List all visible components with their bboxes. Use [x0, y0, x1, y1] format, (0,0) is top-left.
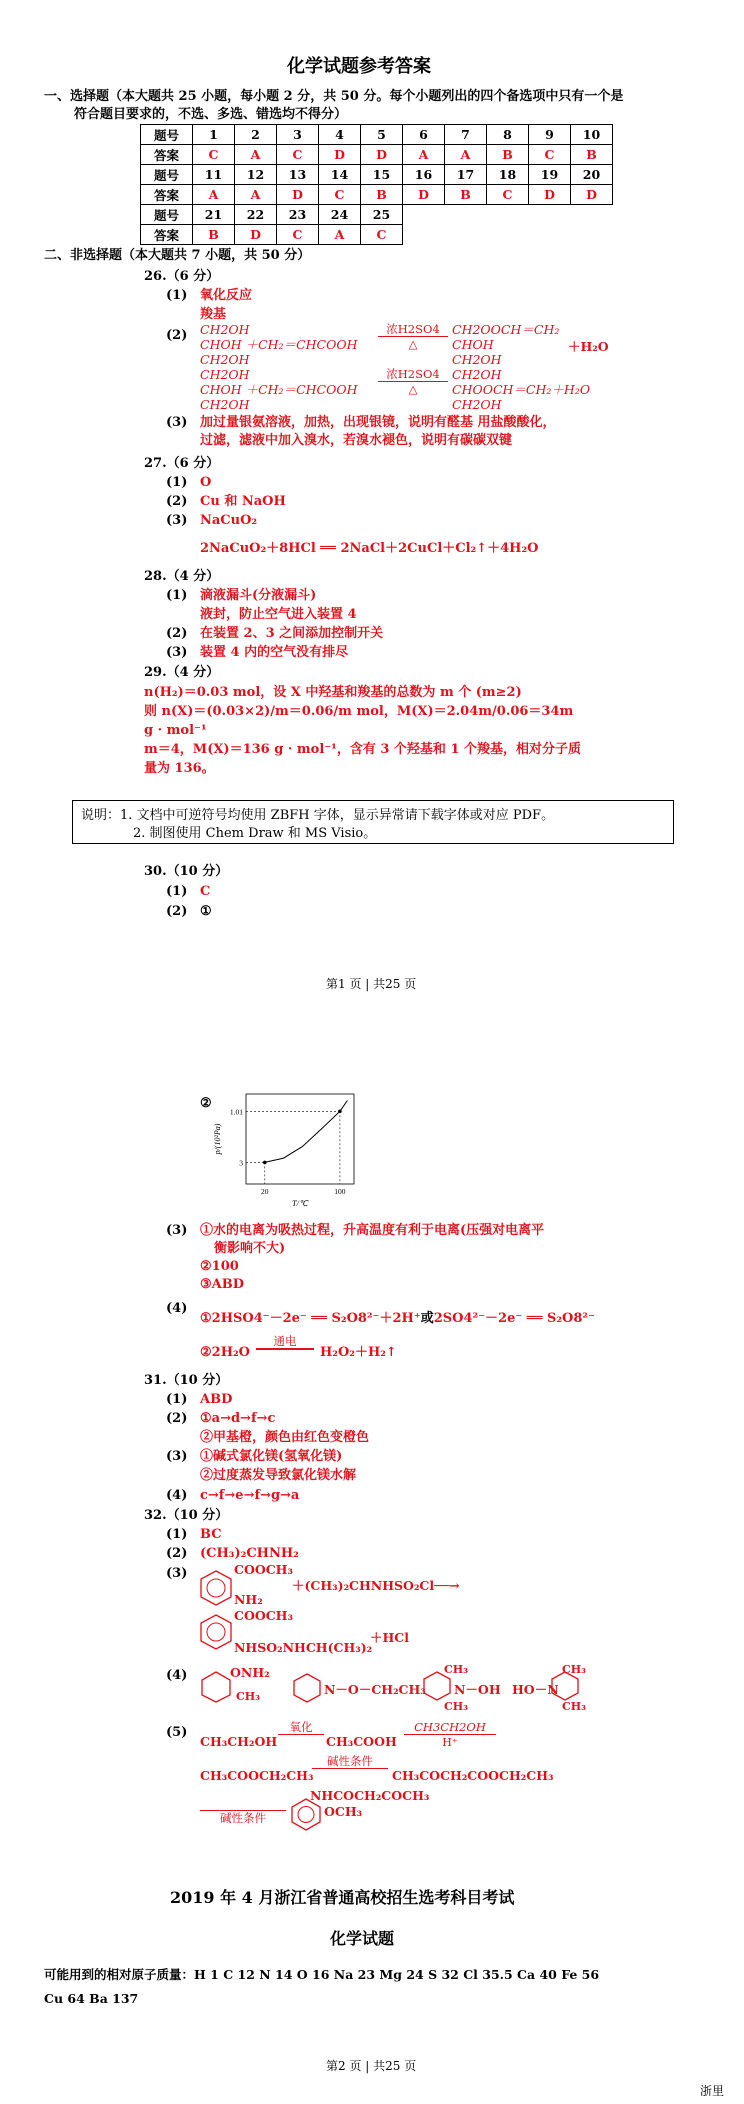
- q30-answer4c: ②2H₂O: [200, 1345, 251, 1360]
- q32-l1-cond: 氧化: [278, 1720, 324, 1735]
- q27-answer2: Cu 和 NaOH: [200, 494, 286, 509]
- atomic-masses-cont: Cu 64 Ba 137: [44, 1991, 139, 2006]
- q26-reaction1-reactant: CH2OH CHOH ＋CH₂＝CHCOOH CH2OH: [200, 322, 358, 367]
- q32-s3-mid: N－OH: [454, 1682, 501, 1697]
- q26-reaction2-condition: 浓H2SO4 △: [378, 367, 448, 396]
- q32-r1-substituent-bot: NH₂: [234, 1592, 263, 1607]
- q32-s1-top: ONH₂: [230, 1665, 270, 1680]
- oxane-ring-icon: [198, 1670, 234, 1704]
- q32-s3-top: CH₃: [444, 1663, 468, 1676]
- q30-answer3d: ③ABD: [200, 1277, 245, 1292]
- q30-answer1: C: [200, 884, 211, 899]
- q30-part2-label: (2): [166, 904, 188, 919]
- q32-l1-start: CH₃CH₂OH: [200, 1734, 278, 1749]
- q28-part3-label: (3): [166, 645, 188, 660]
- piperidine-ring-icon: [420, 1670, 454, 1702]
- q28-part1-label: (1): [166, 588, 188, 603]
- q32-part1-label: (1): [166, 1527, 188, 1542]
- q32-l2-start: CH₃COOCH₂CH₃: [200, 1768, 314, 1783]
- q31-answer3a: ①碱式氯化镁(氢氧化镁): [200, 1449, 343, 1464]
- table-row: 题号 11 12 13 14 15 16 17 18 19 20: [141, 165, 613, 185]
- q30-answer2: ①: [200, 904, 212, 919]
- q32-s4-mid: HO－N: [512, 1682, 559, 1697]
- corner-mark: 浙里: [700, 2084, 725, 2098]
- q32-l3-sub: OCH₃: [324, 1804, 363, 1819]
- chart-y-label: p/(10²Pa): [213, 1123, 222, 1155]
- q26-part1-label: (1): [166, 288, 188, 303]
- q26-reaction1-water: ＋H₂O: [568, 339, 609, 354]
- q30-answer3a: ①水的电离为吸热过程，升高温度有利于电离(压强对电离平: [200, 1223, 545, 1238]
- benzene-ring-icon: [198, 1568, 234, 1608]
- q26-part2-label: (2): [166, 328, 188, 343]
- note-line2: 2. 制图使用 Chem Draw 和 MS Visio。: [133, 826, 377, 841]
- q28-part2-label: (2): [166, 626, 188, 641]
- page2-footer: 第2 页 | 共25 页: [326, 2059, 417, 2073]
- q26-answer3b: 过滤，滤液中加入溴水，若溴水褪色，说明有碳碳双键: [200, 433, 513, 448]
- section1-heading-cont: 符合题目要求的，不选、多选、错选均不得分）: [74, 107, 348, 122]
- q32-r2-substituent-top: COOCH₃: [234, 1608, 293, 1623]
- q27-answer1: O: [200, 475, 212, 490]
- pressure-temperature-chart: [212, 1088, 362, 1212]
- q26-part3-label: (3): [166, 415, 188, 430]
- q27-heading: 27.（6 分）: [144, 456, 220, 471]
- q32-s4-bot: CH₃: [562, 1700, 586, 1713]
- page1-footer: 第1 页 | 共25 页: [326, 977, 417, 991]
- q32-l1-cond2: CH3CH2OH: [404, 1720, 496, 1735]
- q29-line5: 量为 136。: [144, 761, 215, 776]
- table-row: 答案 B D C A C: [141, 225, 613, 245]
- q27-part1-label: (1): [166, 475, 188, 490]
- q32-part3-label: (3): [166, 1566, 188, 1581]
- chart-frame: [246, 1094, 354, 1184]
- section2-heading: 二、非选择题（本大题共 7 小题，共 50 分）: [44, 248, 311, 263]
- q30-part1-label: (1): [166, 884, 188, 899]
- q26-answer3a: 加过量银氨溶液，加热，出现银镜，说明有醛基 用盐酸酸化，: [200, 415, 556, 430]
- q32-l3-cond: 碱性条件: [200, 1810, 286, 1825]
- answer-table: [140, 124, 613, 245]
- q31-part2-label: (2): [166, 1411, 188, 1426]
- section1-heading: 一、选择题（本大题共 25 小题，每小题 2 分，共 50 分。每个小题列出的四个备选项中只有一个是: [44, 89, 624, 104]
- page-title: 化学试题参考答案: [287, 56, 431, 77]
- piperidine-ring-icon: [548, 1670, 582, 1702]
- q26-reaction2-product: CH2OH CHOOCH＝CH₂＋H₂O CH2OH: [452, 367, 591, 412]
- chart-y-tick: 1.01: [229, 1107, 243, 1117]
- note-line1: 说明：1. 文档中可逆符号均使用 ZBFH 字体，显示异常请下载字体或对应 PDF。: [81, 808, 555, 823]
- q27-answer3: NaCuO₂: [200, 513, 258, 528]
- q31-part4-label: (4): [166, 1488, 188, 1503]
- q32-r2-substituent-bot: NHSO₂NHCH(CH₃)₂: [234, 1640, 373, 1655]
- q28-heading: 28.（4 分）: [144, 569, 220, 584]
- q32-l3-top: NHCOCH₂COCH₃: [310, 1788, 430, 1803]
- q31-answer3b: ②过度蒸发导致氯化镁水解: [200, 1468, 357, 1483]
- q31-answer2b: ②甲基橙，颜色由红色变橙色: [200, 1430, 370, 1445]
- q26-reaction1-product: CH2OOCH＝CH₂ CHOH CH2OH: [452, 322, 560, 367]
- table-row: 题号 21 22 23 24 25: [141, 205, 613, 225]
- chart-x-tick: 100: [334, 1187, 346, 1196]
- q32-r1-reagent: ＋(CH₃)₂CHNHSO₂Cl──→: [292, 1578, 460, 1593]
- q32-answer1: BC: [200, 1527, 222, 1542]
- q32-s4-top: CH₃: [562, 1663, 586, 1676]
- table-row: 答案 C A C D D A A B C B: [141, 145, 613, 165]
- q32-l2-product: CH₃COCH₂COOCH₂CH₃: [392, 1768, 554, 1783]
- q26-reaction1-condition: 浓H2SO4 △: [378, 322, 448, 351]
- q31-part1-label: (1): [166, 1392, 188, 1407]
- q32-s2: N－O－CH₂CH₃: [324, 1682, 426, 1697]
- morpholine-ring-icon: [290, 1672, 324, 1704]
- q29-heading: 29.（4 分）: [144, 665, 220, 680]
- chart-x-tick: 20: [261, 1187, 269, 1196]
- q29-line1: n(H₂)＝0.03 mol，设 X 中羟基和羧基的总数为 m 个 (m≥2): [144, 685, 522, 700]
- q31-part3-label: (3): [166, 1449, 188, 1464]
- note-box: [72, 800, 674, 844]
- q29-line4: m＝4，M(X)＝136 g · mol⁻¹，含有 3 个羟基和 1 个羧基，相对分子质: [144, 742, 582, 757]
- q31-answer4: c→f→e→f→g→a: [200, 1488, 300, 1503]
- q30-answer4c-product: H₂O₂＋H₂↑: [320, 1345, 397, 1360]
- exam-title: 2019 年 4 月浙江省普通高校招生选考科目考试: [170, 1888, 515, 1907]
- q32-l2-cond: 碱性条件: [312, 1754, 388, 1769]
- q32-s3-bot: CH₃: [444, 1700, 468, 1713]
- chart-x-label: T/℃: [292, 1199, 308, 1208]
- table-row: 答案 A A D C B D B C D D: [141, 185, 613, 205]
- q32-l1-cond3: H⁺: [442, 1736, 458, 1749]
- exam-subtitle: 化学试题: [330, 1929, 395, 1948]
- q31-answer1: ABD: [200, 1392, 233, 1407]
- benzene-ring-icon: [198, 1612, 234, 1652]
- q32-part2-label: (2): [166, 1546, 188, 1561]
- q30-heading: 30.（10 分）: [144, 864, 229, 879]
- q27-part3-label: (3): [166, 513, 188, 528]
- benzene-ring-icon: [288, 1796, 324, 1832]
- q28-answer2: 在装置 2、3 之间添加控制开关: [200, 626, 384, 641]
- q32-s1-bot: CH₃: [236, 1690, 260, 1703]
- q30-answer3c: ②100: [200, 1259, 239, 1274]
- q29-line2: 则 n(X)＝(0.03×2)/m＝0.06/m mol，M(X)＝2.04m/0.06＝34m: [144, 704, 574, 719]
- q31-answer2a: ①a→d→f→c: [200, 1411, 276, 1426]
- q27-equation: 2NaCuO₂＋8HCl ══ 2NaCl＋2CuCl＋Cl₂↑＋4H₂O: [200, 541, 539, 556]
- q26-answer1b: 羧基: [200, 307, 227, 322]
- table-row: 题号 1 2 3 4 5 6 7 8 9 10: [141, 125, 613, 145]
- q32-part4-label: (4): [166, 1668, 188, 1683]
- q28-answer1b: 液封，防止空气进入装置 4: [200, 607, 357, 622]
- q32-r2-byproduct: ＋HCl: [370, 1630, 410, 1645]
- q32-r1-substituent-top: COOCH₃: [234, 1562, 293, 1577]
- q30-answer4a: ①2HSO4⁻－2e⁻ ══ S₂O8²⁻＋2H⁺或2SO4²⁻－2e⁻ ══ S₂O8²⁻: [200, 1311, 595, 1326]
- q32-l1-mid: CH₃COOH: [326, 1734, 397, 1749]
- q32-heading: 32.（10 分）: [144, 1508, 229, 1523]
- q30-answer4c-condition: 通电: [256, 1334, 314, 1350]
- q30-answer3b: 衡影响不大): [214, 1241, 286, 1256]
- q26-heading: 26.（6 分）: [144, 269, 220, 284]
- q30-part3-label: (3): [166, 1223, 188, 1238]
- atomic-masses: 可能用到的相对原子质量：H 1 C 12 N 14 O 16 Na 23 Mg 24 S 32 Cl 35.5 Ca 40 Fe 56: [44, 1967, 600, 1982]
- q29-line3: g · mol⁻¹: [144, 723, 207, 738]
- q26-answer1a: 氧化反应: [200, 288, 253, 303]
- q32-part5-label: (5): [166, 1725, 188, 1740]
- q30-part4-label: (4): [166, 1301, 188, 1316]
- q27-part2-label: (2): [166, 494, 188, 509]
- chart-series-line: [265, 1101, 348, 1163]
- chart-y-tick: 3: [239, 1158, 243, 1168]
- q26-reaction2-reactant: CH2OH CHOH ＋CH₂＝CHCOOH CH2OH: [200, 367, 358, 412]
- q28-answer1a: 滴液漏斗(分液漏斗): [200, 588, 317, 603]
- q31-heading: 31.（10 分）: [144, 1373, 229, 1388]
- q28-answer3: 装置 4 内的空气没有排尽: [200, 645, 349, 660]
- q32-answer2: (CH₃)₂CHNH₂: [200, 1546, 299, 1561]
- q30-part2-circle2: ②: [200, 1096, 212, 1111]
